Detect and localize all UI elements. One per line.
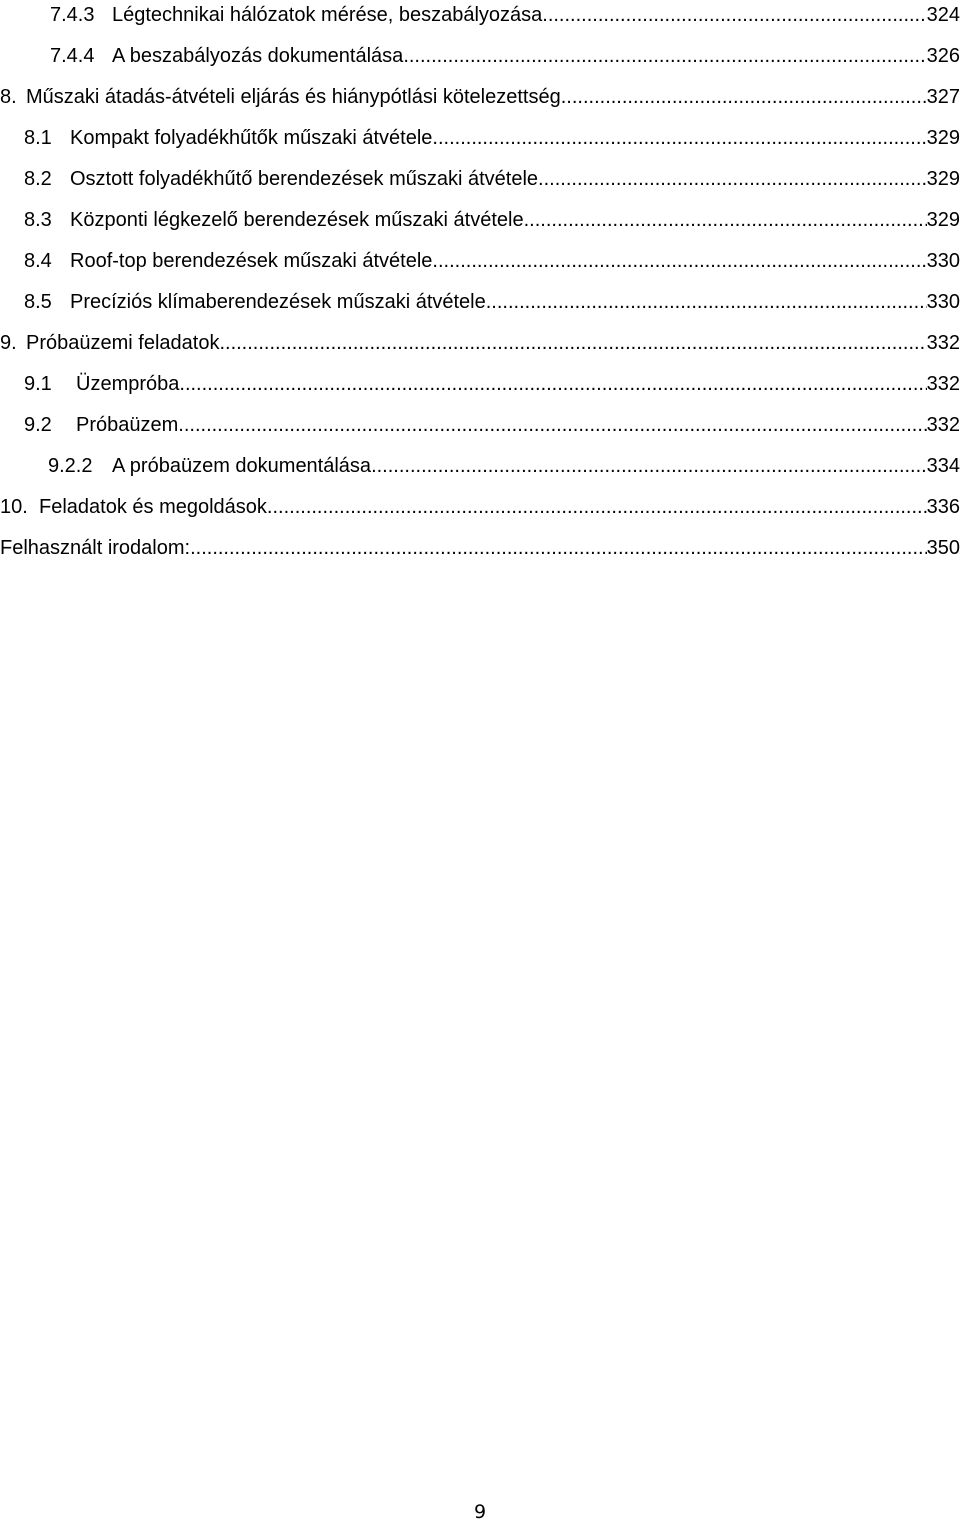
toc-entry-page: 336 [926,496,960,518]
dot-leader [219,328,926,358]
toc-entry-number: 8.3 [24,209,52,231]
toc-entry-page: 330 [926,291,960,313]
toc-entry-number: 8.4 [24,250,52,272]
toc-entry-page: 350 [926,537,960,559]
toc-entry-number: 9. [0,332,17,354]
toc-entry-title: A próbaüzem dokumentálása [112,455,372,477]
dot-leader [542,0,926,30]
toc-entry-9[interactable] [0,328,960,358]
toc-entry-title: Felhasznált irodalom: [0,537,191,559]
dot-leader [178,410,926,440]
toc-entry-9-2-2[interactable] [0,451,960,481]
toc-entry-10[interactable] [0,492,960,522]
toc-entry-title: Próbaüzem [76,414,179,436]
dot-leader [432,246,926,276]
toc-entry-number: 9.2.2 [48,455,93,477]
toc-entry-9-1[interactable] [0,369,960,399]
toc-entry-title: Műszaki átadás-átvételi eljárás és hiánypótlási kötelezettség [26,86,561,108]
toc-entry-title: Üzempróba [76,373,180,395]
toc-entry-8-2[interactable] [0,164,960,194]
toc-entry-title: Központi légkezelő berendezések műszaki átvétele [70,209,524,231]
toc-entry-number: 8.5 [24,291,52,313]
toc-entry-title: Precíziós klímaberendezések műszaki átvétele [70,291,486,313]
dot-leader [538,164,927,194]
toc-entry-number: 8.1 [24,127,52,149]
toc-entry-9-2[interactable] [0,410,960,440]
toc-entry-title: A beszabályozás dokumentálása [112,45,404,67]
toc-entry-page: 332 [926,373,960,395]
toc-entry-title: Feladatok és megoldások [39,496,267,518]
toc-entry-page: 327 [926,86,960,108]
dot-leader [267,492,927,522]
toc-entry-page: 329 [926,168,960,190]
toc-entry-page: 329 [926,209,960,231]
toc-entry-8-4[interactable] [0,246,960,276]
toc-entry-title: Osztott folyadékhűtő berendezések műszaki átvétele [70,168,539,190]
toc-entry-number: 7.4.4 [50,45,95,67]
toc-entry-8[interactable] [0,82,960,112]
toc-entry-number: 8.2 [24,168,52,190]
toc-entry-number: 10. [0,496,28,518]
dot-leader [486,287,927,317]
toc-entry-number: 9.2 [24,414,52,436]
toc-entry-page: 332 [926,332,960,354]
dot-leader [371,451,927,481]
toc-entry-title: Próbaüzemi feladatok [26,332,220,354]
toc-entry-8-3[interactable] [0,205,960,235]
page-number: 9 [473,1501,487,1523]
toc-entry-8-5[interactable] [0,287,960,317]
dot-leader [432,123,926,153]
toc-entry-page: 330 [926,250,960,272]
toc-entry-title: Légtechnikai hálózatok mérése, beszabályozása [112,4,543,26]
dot-leader [190,533,927,563]
toc-entry-number: 8. [0,86,17,108]
toc-entry-number: 7.4.3 [50,4,95,26]
toc-entry-page: 329 [926,127,960,149]
toc-entry-references[interactable] [0,533,960,563]
toc-entry-title: Kompakt folyadékhűtők műszaki átvétele [70,127,433,149]
dot-leader [179,369,926,399]
toc-entry-7-4-4[interactable] [0,41,960,71]
toc-entry-number: 9.1 [24,373,52,395]
toc-entry-page: 332 [926,414,960,436]
toc-entry-page: 334 [926,455,960,477]
toc-entry-7-4-3[interactable] [0,0,960,30]
toc-entry-page: 324 [926,4,960,26]
toc-entry-title: Roof-top berendezések műszaki átvétele [70,250,433,272]
toc-entry-page: 326 [926,45,960,67]
dot-leader [561,82,927,112]
dot-leader [403,41,926,71]
dot-leader [524,205,927,235]
toc-entry-8-1[interactable] [0,123,960,153]
